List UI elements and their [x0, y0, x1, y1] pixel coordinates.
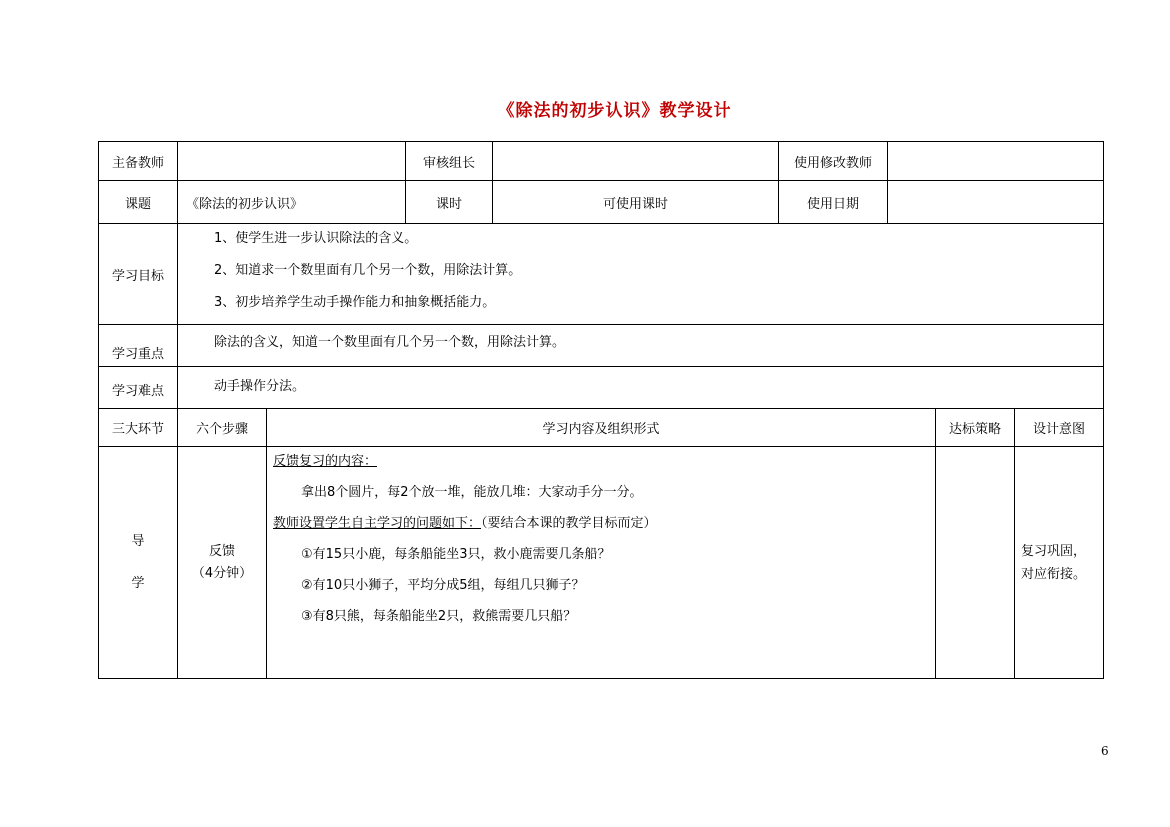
intent-line: 对应衔接。: [1021, 566, 1087, 582]
reviewer-value: [493, 142, 779, 181]
document-title: 《除法的初步认识》教学设计: [497, 101, 732, 121]
stage-cell: [99, 447, 178, 679]
content-heading: 教师设置学生自主学习的问题如下：: [273, 516, 482, 531]
teacher-label: 主备教师: [99, 142, 178, 181]
period-label: 课时: [406, 181, 493, 224]
col-intent-header: 设计意图: [1015, 409, 1104, 447]
topic-value: 《除法的初步认识》: [178, 181, 406, 224]
difficulties-text: [178, 367, 1104, 409]
page-number: 6: [1101, 744, 1109, 758]
difficulties-value: 动手操作分法。: [214, 379, 306, 394]
difficulties-row: [99, 367, 1104, 409]
goal-item: 3、初步培养学生动手操作能力和抽象概括能力。: [214, 295, 496, 310]
step-line: （4分钟）: [191, 565, 253, 581]
key-points-value: 除法的含义，知道一个数里面有几个另一个数，用除法计算。: [214, 335, 566, 350]
modifier-label: 使用修改教师: [779, 142, 888, 181]
content-heading: 反馈复习的内容：: [273, 454, 378, 469]
column-header-row: [99, 409, 1104, 447]
stage-line: 学: [131, 575, 145, 591]
period-value: 可使用课时: [493, 181, 779, 224]
intent-line: 复习巩固，: [1021, 543, 1087, 559]
question-item: ③有8只熊，每条船能坐2只，救熊需要几只船？: [301, 609, 577, 624]
content-note: （要结合本课的教学目标而定）: [481, 516, 657, 531]
teacher-value: [178, 142, 406, 181]
goals-list: [178, 224, 1104, 325]
col-content-header: 学习内容及组织形式: [267, 409, 936, 447]
col-step-header: 六个步骤: [178, 409, 267, 447]
strategy-cell: [936, 447, 1015, 679]
step-line: 反馈: [208, 543, 235, 559]
date-value: [888, 181, 1104, 224]
header-row-2: [99, 181, 1104, 224]
reviewer-label: 审核组长: [406, 142, 493, 181]
key-points-text: [178, 325, 1104, 367]
modifier-value: [888, 142, 1104, 181]
key-points-label: 学习重点: [99, 325, 178, 367]
question-item: ②有10只小狮子，平均分成5组，每组几只狮子？: [301, 578, 585, 593]
question-item: ①有15只小鹿，每条船能坐3只，救小鹿需要几条船？: [301, 547, 611, 562]
step-cell: [178, 447, 267, 679]
lesson-plan-table-main: [98, 141, 1104, 679]
header-row-1: [99, 142, 1104, 181]
goals-row: [99, 224, 1104, 325]
stage-line: 导: [131, 533, 145, 549]
key-points-row: [99, 325, 1104, 367]
date-label: 使用日期: [779, 181, 888, 224]
col-strategy-header: 达标策略: [936, 409, 1015, 447]
topic-label: 课题: [99, 181, 178, 224]
difficulties-label: 学习难点: [99, 367, 178, 409]
content-line: 拿出8个圆片，每2个放一堆，能放几堆：大家动手分一分。: [301, 485, 643, 500]
goal-item: 1、使学生进一步认识除法的含义。: [214, 231, 418, 246]
goals-label: 学习目标: [99, 224, 178, 325]
lesson-row: [99, 447, 1104, 679]
col-stage-header: 三大环节: [99, 409, 178, 447]
goal-item: 2、知道求一个数里面有几个另一个数，用除法计算。: [214, 263, 522, 278]
content-cell: [267, 447, 936, 679]
intent-cell: [1015, 447, 1104, 679]
